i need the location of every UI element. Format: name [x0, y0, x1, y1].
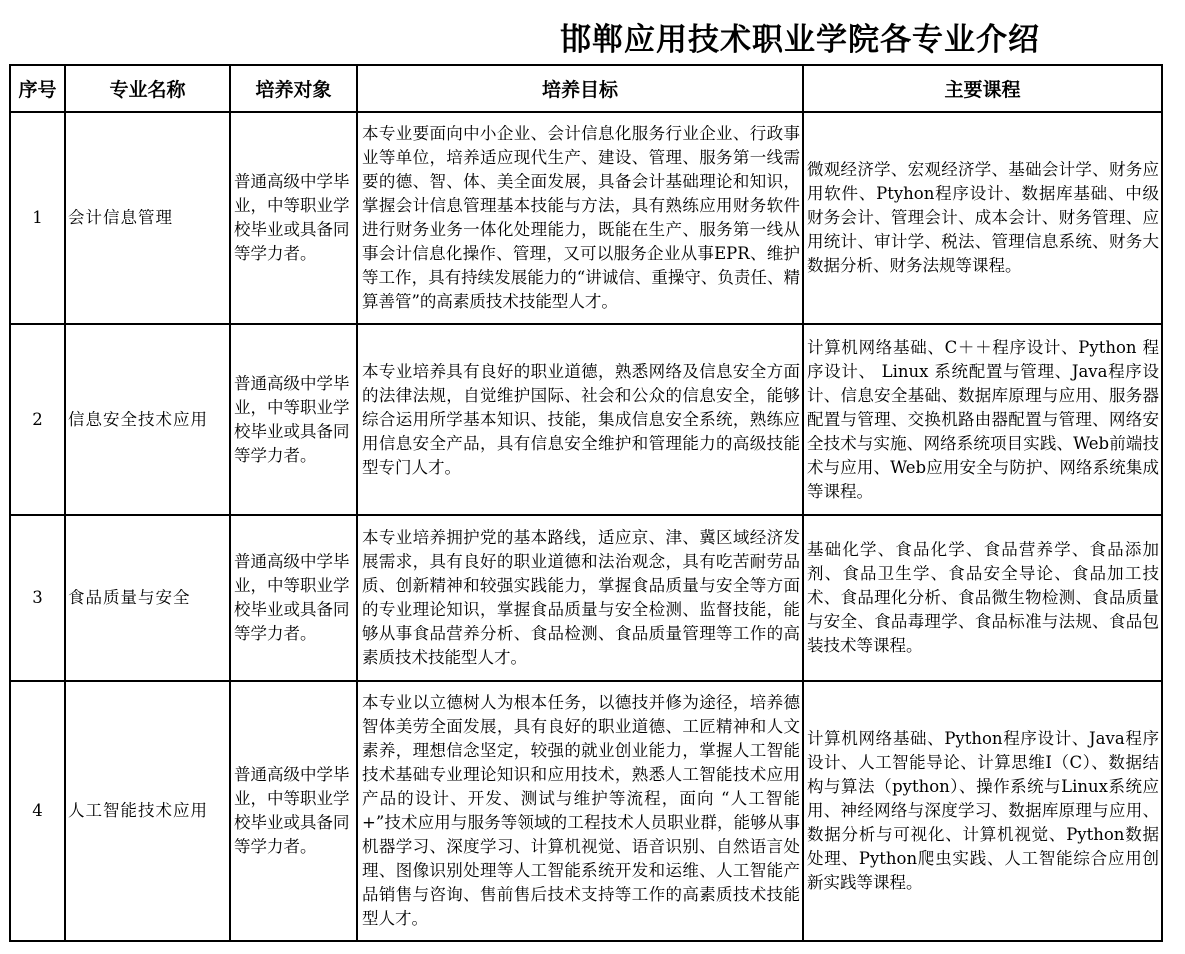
major-name: 信息安全技术应用 — [65, 324, 230, 515]
training-target: 普通高级中学毕业，中等职业学校毕业或具备同等学力者。 — [230, 515, 357, 681]
row-index: 1 — [10, 112, 65, 324]
table-row — [10, 112, 1162, 324]
training-goal: 本专业要面向中小企业、会计信息化服务行业企业、行政事业等单位，培养适应现代生产、建设、管理、服务第一线需要的德、智、体、美全面发展，具备会计基础理论和知识，掌握会计信息管理基本技能与方法，具有熟练应用财务软件进行财务业务一体化处理能力，既能在生产、服务第一线从事会计信息化操作、管理，又可以服务企业从事EPR、维护等工作，具有持续发展能力的“讲诚信、重操守、负责任、精算善管”的高素质技术技能型人才。 — [357, 112, 803, 324]
table-row — [10, 681, 1162, 941]
page-title: 邯郸应用技术职业学院各专业介绍 — [560, 22, 1040, 58]
header-major: 专业名称 — [65, 65, 230, 112]
main-courses: 基础化学、食品化学、食品营养学、食品添加剂、食品卫生学、食品安全导论、食品加工技术、食品理化分析、食品微生物检测、食品质量与安全、食品毒理学、食品标准与法规、食品包装技术等课程。 — [803, 515, 1162, 681]
header-index: 序号 — [10, 65, 65, 112]
row-index: 4 — [10, 681, 65, 941]
table-row — [10, 324, 1162, 515]
main-courses: 计算机网络基础、Python程序设计、Java程序设计、人工智能导论、计算思维I（C）、数据结构与算法（python）、操作系统与Linux系统应用、神经网络与深度学习、数据库原理与应用、数据分析与可视化、计算机视觉、Python数据处理、Python爬虫实践、人工智能综合应用创新实践等课程。 — [803, 681, 1162, 941]
training-target: 普通高级中学毕业，中等职业学校毕业或具备同等学力者。 — [230, 681, 357, 941]
major-name: 食品质量与安全 — [65, 515, 230, 681]
header-target: 培养对象 — [230, 65, 357, 112]
row-index: 2 — [10, 324, 65, 515]
major-name: 人工智能技术应用 — [65, 681, 230, 941]
row-index: 3 — [10, 515, 65, 681]
table-row — [10, 515, 1162, 681]
training-goal: 本专业培养拥护党的基本路线，适应京、津、冀区域经济发展需求，具有良好的职业道德和法治观念，具有吃苦耐劳品质、创新精神和较强实践能力，掌握食品质量与安全等方面的专业理论知识，掌握食品质量与安全检测、监督技能，能够从事食品营养分析、食品检测、食品质量管理等工作的高素质技术技能型人才。 — [357, 515, 803, 681]
table-header-row — [10, 65, 1162, 112]
training-target: 普通高级中学毕业，中等职业学校毕业或具备同等学力者。 — [230, 112, 357, 324]
main-courses: 微观经济学、宏观经济学、基础会计学、财务应用软件、Ptyhon程序设计、数据库基础、中级财务会计、管理会计、成本会计、财务管理、应用统计、审计学、税法、管理信息系统、财务大数据分析、财务法规等课程。 — [803, 112, 1162, 324]
training-goal: 本专业培养具有良好的职业道德，熟悉网络及信息安全方面的法律法规，自觉维护国际、社会和公众的信息安全，能够综合运用所学基本知识、技能，集成信息安全系统，熟练应用信息安全产品，具有信息安全维护和管理能力的高级技能型专门人才。 — [357, 324, 803, 515]
training-goal: 本专业以立德树人为根本任务，以德技并修为途径，培养德智体美劳全面发展，具有良好的职业道德、工匠精神和人文素养，理想信念坚定，较强的就业创业能力，掌握人工智能技术基础专业理论知识和应用技术，熟悉人工智能技术应用产品的设计、开发、测试与维护等流程，面向 “人工智能+”技术应用与服务等领域的工程技术人员职业群，能够从事机器学习、深度学习、计算机视觉、语音识别、自然语言处理、图像识别处理等人工智能系统开发和运维、人工智能产品销售与咨询、售前售后技术支持等工作的高素质技术技能型人才。 — [357, 681, 803, 941]
training-target: 普通高级中学毕业，中等职业学校毕业或具备同等学力者。 — [230, 324, 357, 515]
main-courses: 计算机网络基础、C＋＋程序设计、Python 程序设计、 Linux 系统配置与管理、Java程序设计、信息安全基础、数据库原理与应用、服务器配置与管理、交换机路由器配置与管理、网络安全技术与实施、网络系统项目实践、Web前端技术与应用、Web应用安全与防护、网络系统集成等课程。 — [803, 324, 1162, 515]
header-goal: 培养目标 — [357, 65, 803, 112]
majors-table — [9, 64, 1163, 942]
header-courses: 主要课程 — [803, 65, 1162, 112]
major-name: 会计信息管理 — [65, 112, 230, 324]
